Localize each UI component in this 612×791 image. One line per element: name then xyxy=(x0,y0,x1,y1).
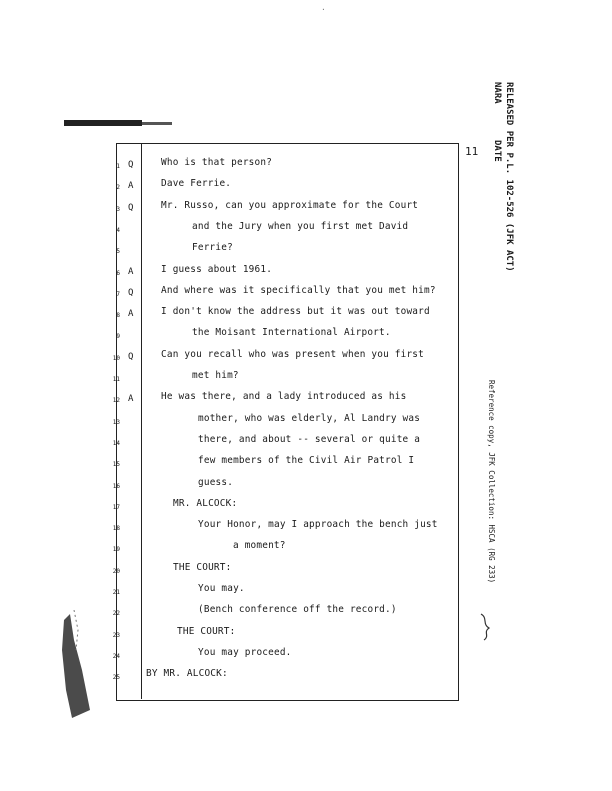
release-stamp xyxy=(488,82,528,272)
stamp-line-3: DATE xyxy=(492,140,502,162)
speaker-marker: A xyxy=(128,309,134,320)
line-text: met him? xyxy=(192,370,239,381)
line-text: THE COURT: xyxy=(173,561,232,573)
line-text: Who is that person? xyxy=(161,157,273,168)
stamp-line-1: RELEASED PER P.L. 102-526 (JFK ACT) xyxy=(504,82,514,272)
scan-edge-mark xyxy=(64,120,142,126)
line-number: 8 xyxy=(116,312,120,320)
line-number: 5 xyxy=(116,248,120,256)
line-number: 2 xyxy=(116,184,120,192)
line-number: 3 xyxy=(116,205,120,213)
line-text: Ferrie? xyxy=(192,242,233,254)
transcript-line xyxy=(0,455,470,475)
line-text: mother, who was elderly, Al Landry was xyxy=(198,412,421,424)
line-number: 10 xyxy=(112,354,120,362)
transcript-line xyxy=(0,434,470,454)
line-text: Your Honor, may I approach the bench just xyxy=(198,519,438,531)
transcript-line xyxy=(0,242,470,262)
line-text: I guess about 1961. xyxy=(161,263,273,275)
line-number: 4 xyxy=(116,226,120,234)
transcript-line xyxy=(0,157,470,177)
transcript-line xyxy=(0,583,470,603)
transcript-line xyxy=(0,562,470,582)
line-text: MR. ALCOCK: xyxy=(173,497,238,509)
line-number: 22 xyxy=(112,610,120,618)
transcript-line xyxy=(0,391,470,411)
line-text: a moment? xyxy=(233,540,286,552)
line-number: 25 xyxy=(112,674,120,682)
reference-note-text: Reference copy, JFK Collection: HSCA (RG 233) xyxy=(487,380,496,584)
line-number: 7 xyxy=(116,290,120,298)
speaker-marker: Q xyxy=(128,160,134,170)
line-number: 14 xyxy=(112,439,120,447)
speaker-marker: A xyxy=(128,266,134,277)
transcript-line xyxy=(0,477,470,497)
line-number: 13 xyxy=(112,418,120,426)
line-text: BY MR. ALCOCK: xyxy=(146,668,228,680)
transcript-line xyxy=(0,370,470,390)
transcript-line xyxy=(0,413,470,433)
transcript-line xyxy=(0,540,470,560)
transcript-line xyxy=(0,264,470,284)
line-number: 23 xyxy=(112,631,120,639)
line-number: 19 xyxy=(112,546,120,554)
transcript-line xyxy=(0,306,470,326)
handwritten-mark xyxy=(478,612,494,642)
scan-edge-mark-tail xyxy=(142,122,172,125)
line-text: few members of the Civil Air Patrol I xyxy=(198,455,415,467)
line-text: I don't know the address but it was out toward xyxy=(161,306,430,318)
line-number: 16 xyxy=(112,482,120,490)
line-text: guess. xyxy=(198,476,234,488)
speaker-marker: A xyxy=(128,394,134,405)
line-text: He was there, and a lady introduced as his xyxy=(161,391,407,403)
speaker-marker: A xyxy=(128,181,134,192)
transcript-line xyxy=(0,498,470,518)
line-number: 1 xyxy=(116,163,120,170)
line-text: THE COURT: xyxy=(177,625,236,637)
reference-note xyxy=(482,380,502,640)
line-number: 15 xyxy=(112,461,120,469)
line-text: And where was it specifically that you met him? xyxy=(161,284,436,296)
line-text: (Bench conference off the record.) xyxy=(198,604,397,616)
line-text: and the Jury when you first met David xyxy=(192,220,409,232)
transcript-line xyxy=(0,349,470,369)
line-text: You may proceed. xyxy=(198,646,292,658)
line-text: You may. xyxy=(198,583,245,594)
line-number: 17 xyxy=(112,503,120,511)
line-text: Mr. Russo, can you approximate for the Court xyxy=(161,199,419,211)
transcript-line xyxy=(0,221,470,241)
page-number: 11 xyxy=(465,145,479,158)
line-number: 20 xyxy=(112,567,120,575)
line-number: 24 xyxy=(112,652,120,660)
line-text: the Moisant International Airport. xyxy=(192,327,391,339)
transcript-line xyxy=(0,327,470,347)
speaker-marker: Q xyxy=(128,351,134,362)
line-text: Dave Ferrie. xyxy=(161,178,232,190)
speaker-marker: Q xyxy=(128,287,134,298)
transcript-line xyxy=(0,200,470,220)
scan-shadow xyxy=(60,610,92,720)
line-number: 18 xyxy=(112,525,120,533)
transcript-line xyxy=(0,285,470,305)
line-number: 21 xyxy=(112,589,120,596)
line-number: 11 xyxy=(112,376,120,383)
line-number: 6 xyxy=(116,269,120,277)
scan-speck: · xyxy=(321,5,326,14)
line-number: 9 xyxy=(116,333,120,341)
speaker-marker: Q xyxy=(128,202,134,213)
transcript-line xyxy=(0,178,470,198)
transcript-line xyxy=(0,519,470,539)
line-text: there, and about -- several or quite a xyxy=(198,433,421,445)
line-number: 12 xyxy=(112,397,120,405)
line-text: Can you recall who was present when you first xyxy=(161,348,424,360)
stamp-line-2: NARA xyxy=(492,82,502,104)
